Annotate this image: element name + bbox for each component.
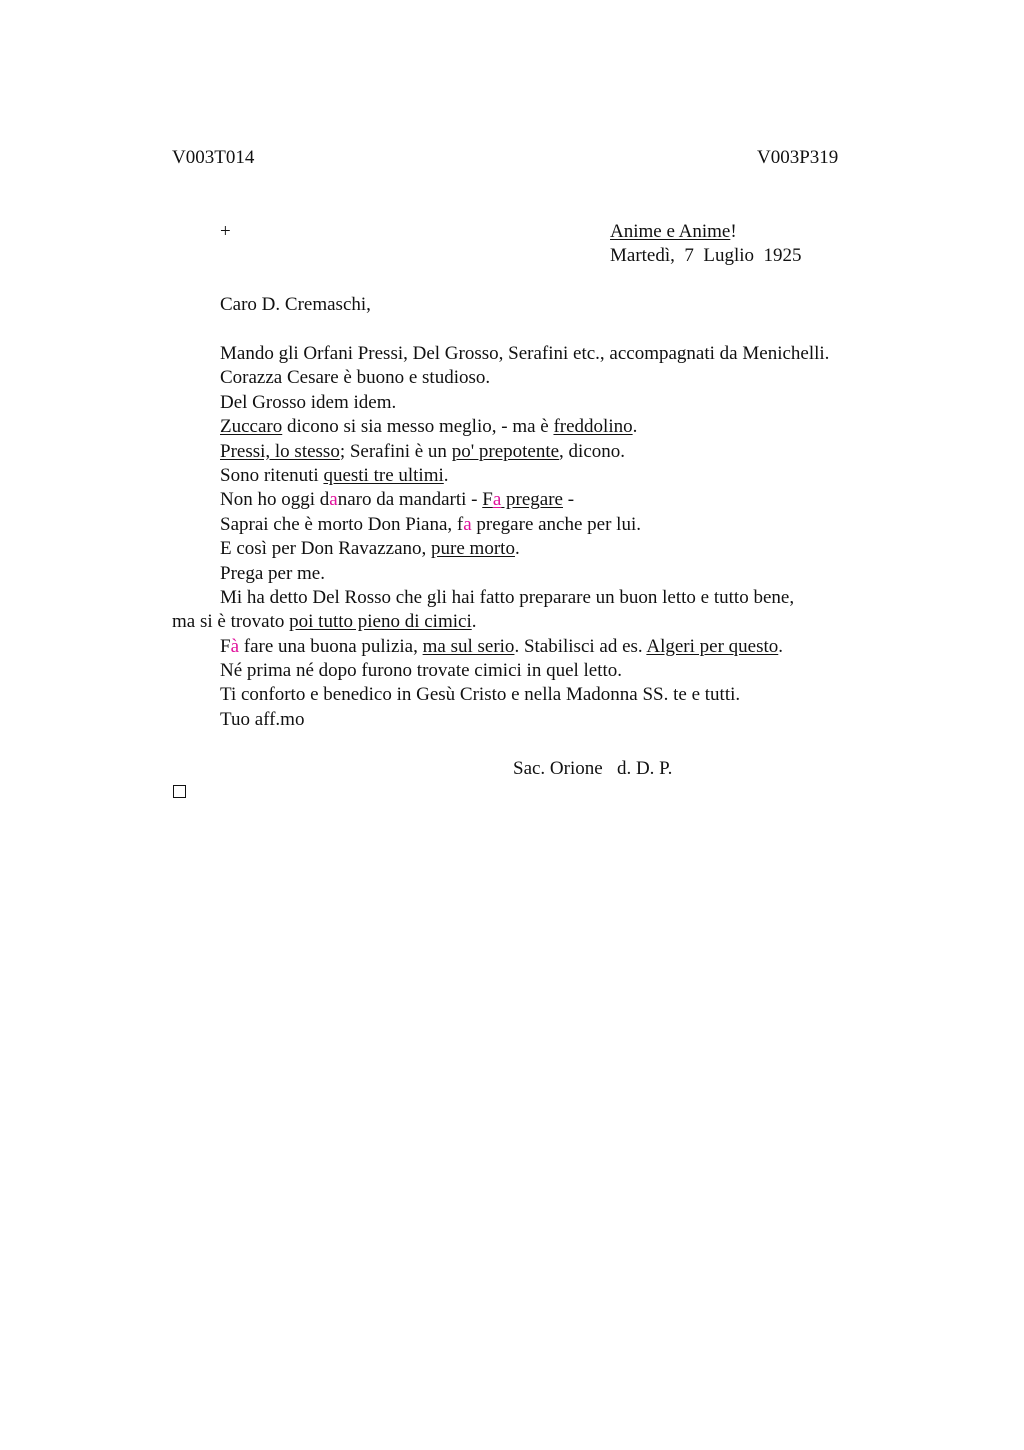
text-segment: , dicono.	[559, 440, 626, 462]
text-line	[172, 366, 972, 390]
underlined-text: a	[492, 489, 502, 511]
text-segment: Mando gli Orfani Pressi, Del Grosso, Serafini etc., accompagnati da Menichelli.	[220, 343, 830, 364]
text-segment: Saprai che è morto Don Piana, f	[220, 513, 464, 535]
text-segment: .	[514, 538, 520, 560]
motto	[610, 220, 737, 244]
text-line	[172, 586, 972, 610]
highlighted-letter: a	[463, 513, 472, 535]
text-segment: ; Serafini è un	[339, 440, 452, 462]
text-segment: pregare anche per lui.	[471, 513, 641, 535]
text-line	[172, 610, 972, 634]
text-line	[172, 513, 972, 537]
text-line	[172, 708, 972, 732]
motto-punct: !	[730, 221, 737, 242]
document-code-left: V003T014	[172, 147, 255, 168]
text-segment: .	[632, 416, 638, 438]
text-line	[172, 464, 972, 488]
text-segment: naro da mandarti -	[337, 489, 483, 511]
underlined-text: Zuccaro	[220, 416, 283, 438]
text-line	[172, 440, 972, 464]
text-line	[172, 415, 972, 439]
text-segment: Ti conforto e benedico in Gesù Cristo e nella Madonna SS. te e tutti.	[220, 684, 741, 706]
text-segment: E così per Don Ravazzano,	[220, 538, 432, 560]
text-line	[172, 391, 972, 415]
text-segment: Non ho oggi d	[220, 489, 330, 511]
text-segment: Né prima né dopo furono trovate cimici in quel letto.	[220, 660, 623, 682]
text-segment: fare una buona pulizia,	[239, 635, 423, 657]
text-segment: Del Grosso idem idem.	[220, 391, 397, 413]
text-segment: Prega per me.	[220, 562, 325, 584]
motto-text: Anime e Anime	[610, 221, 731, 242]
signature: Sac. Orione d. D. P.	[513, 758, 673, 779]
document-code-right: V003P319	[757, 147, 839, 168]
text-segment: F	[220, 635, 231, 657]
text-line	[172, 683, 972, 707]
text-segment: -	[562, 489, 575, 511]
text-segment: Sono ritenuti	[220, 464, 324, 486]
text-line	[172, 488, 972, 512]
underlined-text: pure morto	[431, 538, 515, 560]
underlined-text: Pressi, lo stesso	[220, 440, 340, 462]
text-line	[172, 659, 972, 683]
text-line	[172, 537, 972, 561]
text-line	[172, 635, 972, 659]
text-segment: . Stabilisci ad es.	[514, 635, 647, 657]
text-segment: .	[778, 635, 784, 657]
cross-mark: +	[220, 221, 231, 242]
letter-date: Martedì, 7 Luglio 1925	[610, 245, 802, 266]
empty-square-icon	[173, 785, 186, 798]
text-segment: Tuo aff.mo	[220, 708, 305, 730]
highlighted-letter: à	[230, 635, 240, 657]
highlighted-letter: a	[329, 489, 338, 511]
underlined-text: Algeri per questo	[646, 635, 779, 657]
underlined-text: ma sul serio	[422, 635, 515, 657]
underlined-text: po' prepotente	[451, 440, 560, 462]
text-segment: Corazza Cesare è buono e studioso.	[220, 367, 491, 389]
text-segment: .	[471, 611, 477, 633]
underlined-text: F	[482, 489, 493, 511]
underlined-text: questi tre ultimi	[323, 464, 444, 486]
text-segment: ma si è trovato	[172, 611, 290, 633]
text-segment: dicono si sia messo meglio, - ma è	[282, 416, 554, 438]
salutation: Caro D. Cremaschi,	[220, 294, 371, 315]
text-line	[172, 562, 972, 586]
underlined-text: poi tutto pieno di cimici	[289, 611, 472, 633]
text-segment: Mi ha detto Del Rosso che gli hai fatto preparare un buon letto e tutto bene,	[220, 586, 795, 608]
underlined-text: freddolino	[553, 416, 633, 438]
text-segment: .	[443, 464, 449, 486]
text-line	[172, 342, 972, 366]
letter-body	[172, 342, 972, 732]
underlined-text: pregare	[501, 489, 563, 511]
